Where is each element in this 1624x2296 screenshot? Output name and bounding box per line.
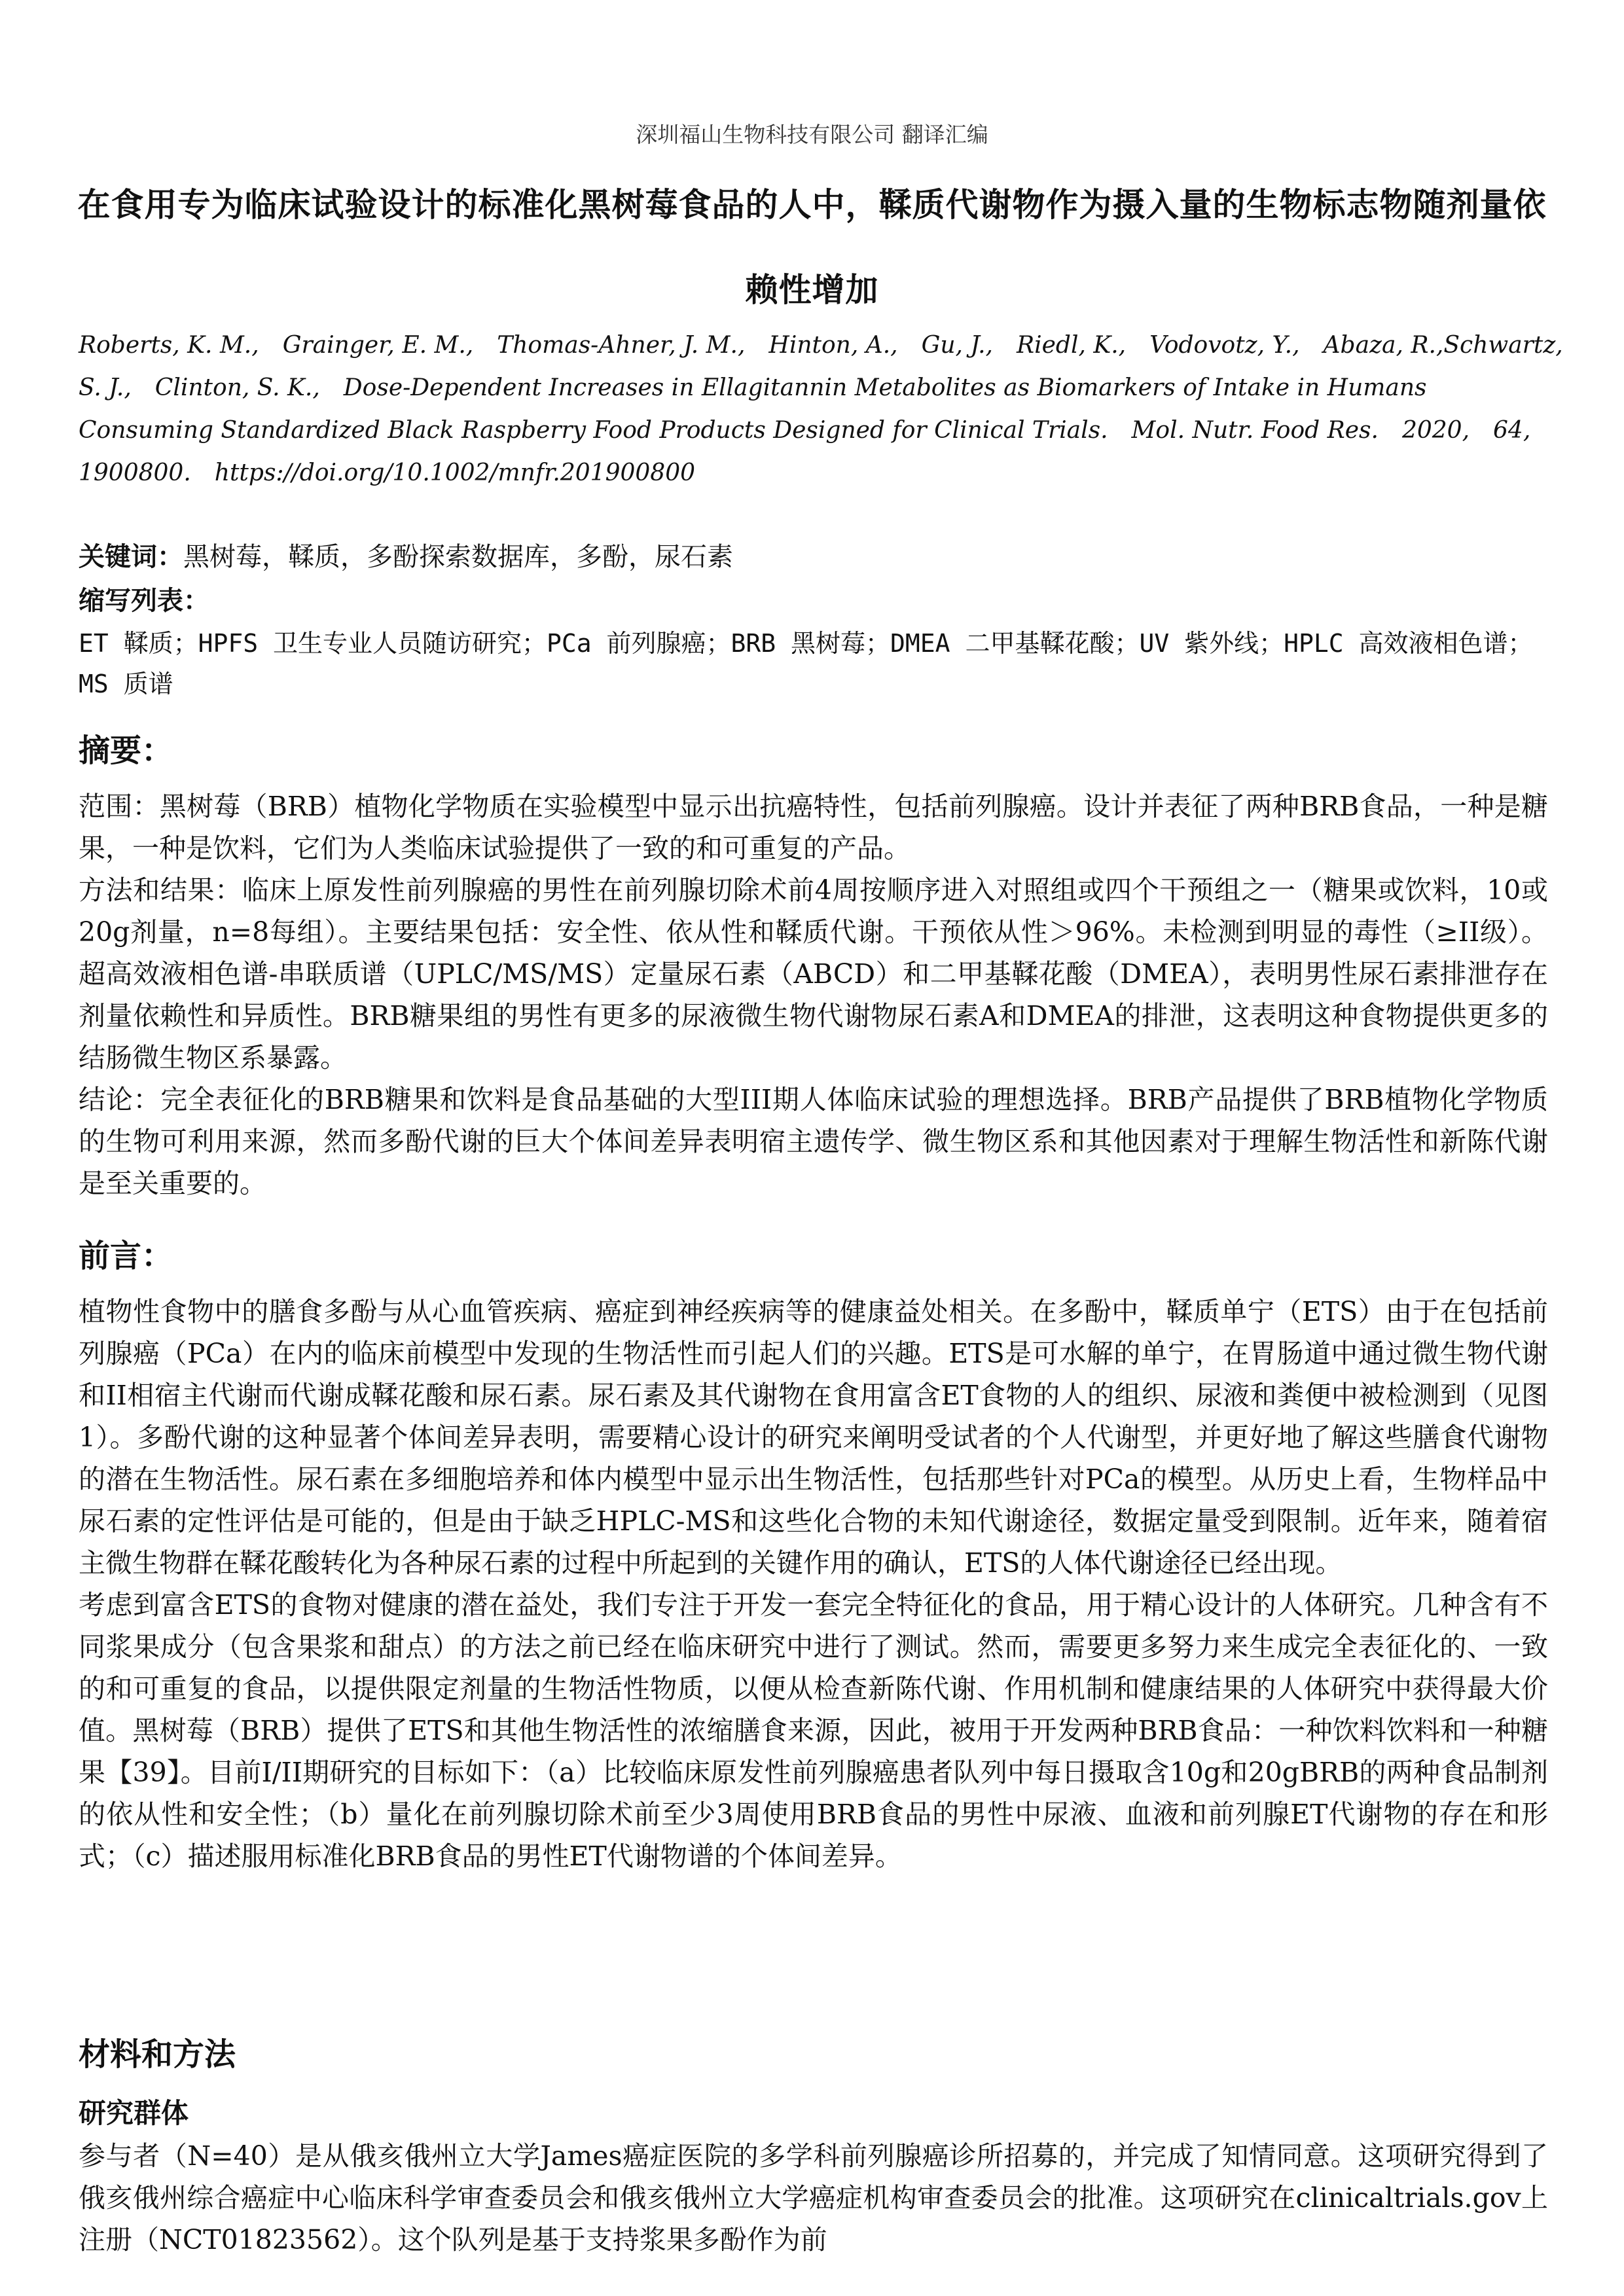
abstract-body bbox=[79, 785, 1548, 1204]
abstract-methods-results: 方法和结果：临床上原发性前列腺癌的男性在前列腺切除术前4周按顺序进入对照组或四个干预组之一（糖果或饮料，10或20g剂量，n=8每组）。主要结果包括：安全性、依从性和鞣质代谢。干预依从性＞96%。未检测到明显的毒性（≥II级）。超高效液相色谱-串联质谱（UPLC/MS/MS）定量尿石素（ABCD）和二甲基鞣花酸（DMEA），表明男性尿石素排泄存在剂量依赖性和异质性。BRB糖果组的男性有更多的尿液微生物代谢物尿石素A和DMEA的排泄，这表明这种食物提供更多的结肠微生物区系暴露。 bbox=[79, 874, 1548, 1073]
intro-body bbox=[79, 1291, 1548, 1877]
keywords-label: 关键词： bbox=[79, 542, 183, 572]
intro-paragraph-1: 植物性食物中的膳食多酚与从心血管疾病、癌症到神经疾病等的健康益处相关。在多酚中，鞣质单宁（ETS）由于在包括前列腺癌（PCa）在内的临床前模型中发现的生物活性而引起人们的兴趣。ETS是可水解的单宁，在胃肠道中通过微生物代谢和II相宿主代谢而代谢成鞣花酸和尿石素。尿石素及其代谢物在食用富含ET食物的人的组织、尿液和粪便中被检测到（见图1）。多酚代谢的这种显著个体间差异表明，需要精心设计的研究来阐明受试者的个人代谢型，并更好地了解这些膳食代谢物的潜在生物活性。尿石素在多细胞培养和体内模型中显示出生物活性，包括那些针对PCa的模型。从历史上看，生物样品中尿石素的定性评估是可能的，但是由于缺乏HPLC-MS和这些化合物的未知代谢途径，数据定量受到限制。近年来，随着宿主微生物群在鞣花酸转化为各种尿石素的过程中所起到的关键作用的确认，ETS的人体代谢途径已经出现。 bbox=[79, 1296, 1548, 1579]
citation: Roberts, K. M., Grainger, E. M., Thomas‐Ahner, J. M., Hinton, A., Gu, J., Riedl, K., Vodovotz, Y., Abaza, R.,Schwartz, S. J., Clinton, S. K., Dose‐Dependent Increases in Ellagitannin Metabolites as Biomarkers of Intake in Humans Consuming Standardized Black Raspberry Food Products Designed for Clinical Trials. Mol. Nutr. Food Res. 2020, 64, 1900800. https://doi.org/10.1002/mnfr.201900800 bbox=[79, 332, 1563, 486]
abstract-conclusion: 结论：完全表征化的BRB糖果和饮料是食品基础的大型III期人体临床试验的理想选择。BRB产品提供了BRB植物化学物质的生物可利用来源，然而多酚代谢的巨大个体间差异表明宿主遗传学、微生物区系和其他因素对于理解生物活性和新陈代谢是至关重要的。 bbox=[79, 1084, 1548, 1199]
paper-title: 在食用专为临床试验设计的标准化黑树莓食品的人中，鞣质代谢物作为摄入量的生物标志物随剂量依赖性增加 bbox=[77, 186, 1547, 309]
intro-heading: 前言： bbox=[79, 1238, 173, 1274]
abbreviations-text: ET 鞣质；HPFS 卫生专业人员随访研究；PCa 前列腺癌；BRB 黑树莓；DMEA 二甲基鞣花酸；UV 紫外线；HPLC 高效液相色谱；MS 质谱 bbox=[79, 629, 1533, 698]
methods-body bbox=[79, 2135, 1548, 2261]
study-population-heading: 研究群体 bbox=[79, 2097, 189, 2129]
methods-heading: 材料和方法 bbox=[79, 2036, 236, 2073]
abbreviations-label: 缩写列表： bbox=[79, 586, 209, 616]
page-header: 深圳福山生物科技有限公司 翻译汇编 bbox=[636, 122, 988, 147]
keywords-line bbox=[79, 537, 1548, 577]
abstract-scope: 范围：黑树莓（BRB）植物化学物质在实验模型中显示出抗癌特性，包括前列腺癌。设计并表征了两种BRB食品，一种是糖果，一种是饮料，它们为人类临床试验提供了一致的和可重复的产品。 bbox=[79, 791, 1548, 864]
methods-paragraph: 参与者（N=40）是从俄亥俄州立大学James癌症医院的多学科前列腺癌诊所招募的，并完成了知情同意。这项研究得到了俄亥俄州综合癌症中心临床科学审查委员会和俄亥俄州立大学癌症机构审查委员会的批准。这项研究在clinicaltrials.gov上注册（NCT01823562）。这个队列是基于支持浆果多酚作为前 bbox=[79, 2140, 1548, 2255]
abstract-heading: 摘要： bbox=[79, 732, 173, 769]
keywords-text: 黑树莓，鞣质，多酚探索数据库，多酚，尿石素 bbox=[183, 542, 733, 572]
intro-paragraph-2: 考虑到富含ETS的食物对健康的潜在益处，我们专注于开发一套完全特征化的食品，用于精心设计的人体研究。几种含有不同浆果成分（包含果浆和甜点）的方法之前已经在临床研究中进行了测试。然而，需要更多努力来生成完全表征化的、一致的和可重复的食品，以提供限定剂量的生物活性物质，以便从检查新陈代谢、作用机制和健康结果的人体研究中获得最大价值。黑树莓（BRB）提供了ETS和其他生物活性的浓缩膳食来源，因此，被用于开发两种BRB食品：一种饮料饮料和一种糖果【39】。目前I/II期研究的目标如下：（a）比较临床原发性前列腺癌患者队列中每日摄取含10g和20gBRB的两种食品制剂的依从性和安全性；（b）量化在前列腺切除术前至少3周使用BRB食品的男性中尿液、血液和前列腺ET代谢物的存在和形式；（c）描述服用标准化BRB食品的男性ET代谢物谱的个体间差异。 bbox=[79, 1589, 1548, 1872]
